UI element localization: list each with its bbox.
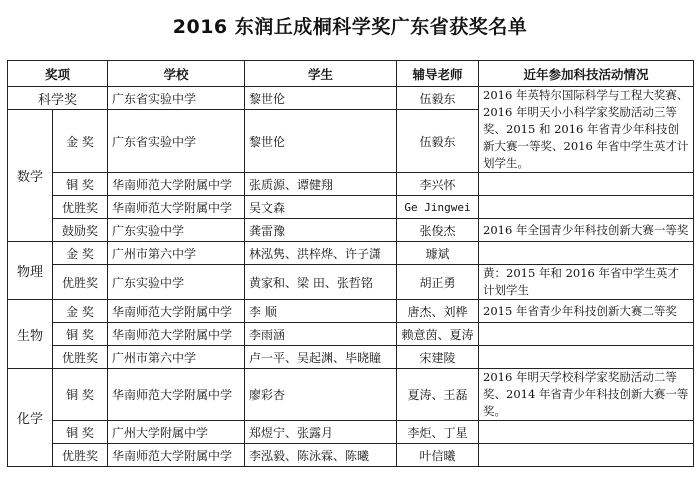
activity-cell: 2016 年全国青少年科技创新大赛一等奖 — [479, 219, 694, 242]
school-cell: 华南师范大学附属中学 — [108, 300, 245, 323]
subject-cell: 生物 — [8, 300, 53, 369]
student-cell: 黎世伦 — [245, 110, 397, 173]
award-cell: 优胜奖 — [53, 265, 108, 300]
award-cell: 鼓励奖 — [53, 219, 108, 242]
table-row — [8, 323, 694, 346]
school-cell: 广州市第六中学 — [108, 242, 245, 265]
student-cell: 吴文森 — [245, 196, 397, 219]
school-cell: 广东实验中学 — [108, 265, 245, 300]
student-cell: 郑煜宁、张露月 — [245, 421, 397, 444]
subject-cell: 数学 — [8, 110, 53, 242]
school-cell: 广东省实验中学 — [108, 110, 245, 173]
student-cell: 张质源、谭健翔 — [245, 173, 397, 196]
table-row — [8, 300, 694, 323]
student-cell: 卢一平、吴起渊、毕晓瞳 — [245, 346, 397, 369]
activity-cell: 2016 年明天学校科学家奖励活动二等奖、2014 年省青少年科技创新大赛一等奖。 — [479, 369, 694, 421]
table-row — [8, 173, 694, 196]
header-teacher: 辅导老师 — [397, 61, 479, 87]
subject-cell: 科学奖 — [8, 87, 108, 110]
award-cell: 优胜奖 — [53, 346, 108, 369]
school-cell: 广东实验中学 — [108, 219, 245, 242]
teacher-cell: 唐杰、刘桦 — [397, 300, 479, 323]
school-cell: 华南师范大学附属中学 — [108, 444, 245, 467]
student-cell: 黄家和、梁 田、张哲铭 — [245, 265, 397, 300]
teacher-cell: 夏涛、王磊 — [397, 369, 479, 421]
award-cell: 铜 奖 — [53, 173, 108, 196]
header-activity: 近年参加科技活动情况 — [479, 61, 694, 87]
table-row — [8, 219, 694, 242]
table-row — [8, 265, 694, 300]
table-row — [8, 242, 694, 265]
subject-cell: 物理 — [8, 242, 53, 300]
activity-cell — [479, 196, 694, 219]
teacher-cell: 叶信曦 — [397, 444, 479, 467]
teacher-cell: 李炬、丁星 — [397, 421, 479, 444]
activity-cell: 2016 年英特尔国际科学与工程大奖赛、2016 年明天小小科学家奖励活动三等奖、2015 和 2016 年省青少年科技创新大赛一等奖、2016 年省中学生英才计划学生。 — [479, 87, 694, 173]
awards-table — [7, 60, 694, 467]
student-cell: 李 顺 — [245, 300, 397, 323]
header-row — [8, 61, 694, 87]
student-cell: 廖彩杏 — [245, 369, 397, 421]
table-row — [8, 369, 694, 421]
teacher-cell: 伍毅东 — [397, 110, 479, 173]
teacher-cell: 赖意茵、夏涛 — [397, 323, 479, 346]
school-cell: 广东省实验中学 — [108, 87, 245, 110]
teacher-cell: 李兴怀 — [397, 173, 479, 196]
table-row — [8, 346, 694, 369]
activity-cell — [479, 242, 694, 265]
header-award: 奖项 — [8, 61, 108, 87]
activity-cell — [479, 421, 694, 444]
award-cell: 优胜奖 — [53, 444, 108, 467]
activity-cell — [479, 323, 694, 346]
school-cell: 广州市第六中学 — [108, 346, 245, 369]
student-cell: 龚雷豫 — [245, 219, 397, 242]
school-cell: 华南师范大学附属中学 — [108, 323, 245, 346]
student-cell: 黎世伦 — [245, 87, 397, 110]
activity-cell: 2015 年省青少年科技创新大赛二等奖 — [479, 300, 694, 323]
student-cell: 李泓毅、陈泳霖、陈曦 — [245, 444, 397, 467]
table-row — [8, 444, 694, 467]
award-cell: 金 奖 — [53, 110, 108, 173]
subject-cell: 化学 — [8, 369, 53, 467]
activity-cell: 黄：2015 年和 2016 年省中学生英才计划学生 — [479, 265, 694, 300]
table-row — [8, 87, 694, 110]
school-cell: 华南师范大学附属中学 — [108, 369, 245, 421]
award-cell: 铜 奖 — [53, 421, 108, 444]
school-cell: 广州大学附属中学 — [108, 421, 245, 444]
student-cell: 李雨涵 — [245, 323, 397, 346]
award-cell: 金 奖 — [53, 242, 108, 265]
activity-cell — [479, 346, 694, 369]
award-cell: 优胜奖 — [53, 196, 108, 219]
teacher-cell: 伍毅东 — [397, 87, 479, 110]
table-row — [8, 421, 694, 444]
teacher-cell: 璩斌 — [397, 242, 479, 265]
school-cell: 华南师范大学附属中学 — [108, 196, 245, 219]
student-cell: 林泓隽、洪梓烨、许子潇 — [245, 242, 397, 265]
teacher-cell: 张俊杰 — [397, 219, 479, 242]
table-row — [8, 196, 694, 219]
teacher-cell: 宋建陵 — [397, 346, 479, 369]
school-cell: 华南师范大学附属中学 — [108, 173, 245, 196]
award-cell: 铜 奖 — [53, 323, 108, 346]
header-school: 学校 — [108, 61, 245, 87]
award-cell: 金 奖 — [53, 300, 108, 323]
activity-cell — [479, 444, 694, 467]
activity-cell — [479, 173, 694, 196]
page-title: 2016 东润丘成桐科学奖广东省获奖名单 — [172, 16, 528, 38]
header-student: 学生 — [245, 61, 397, 87]
teacher-cell: Ge Jingwei — [397, 196, 479, 219]
award-cell: 铜 奖 — [53, 369, 108, 421]
teacher-cell: 胡正勇 — [397, 265, 479, 300]
